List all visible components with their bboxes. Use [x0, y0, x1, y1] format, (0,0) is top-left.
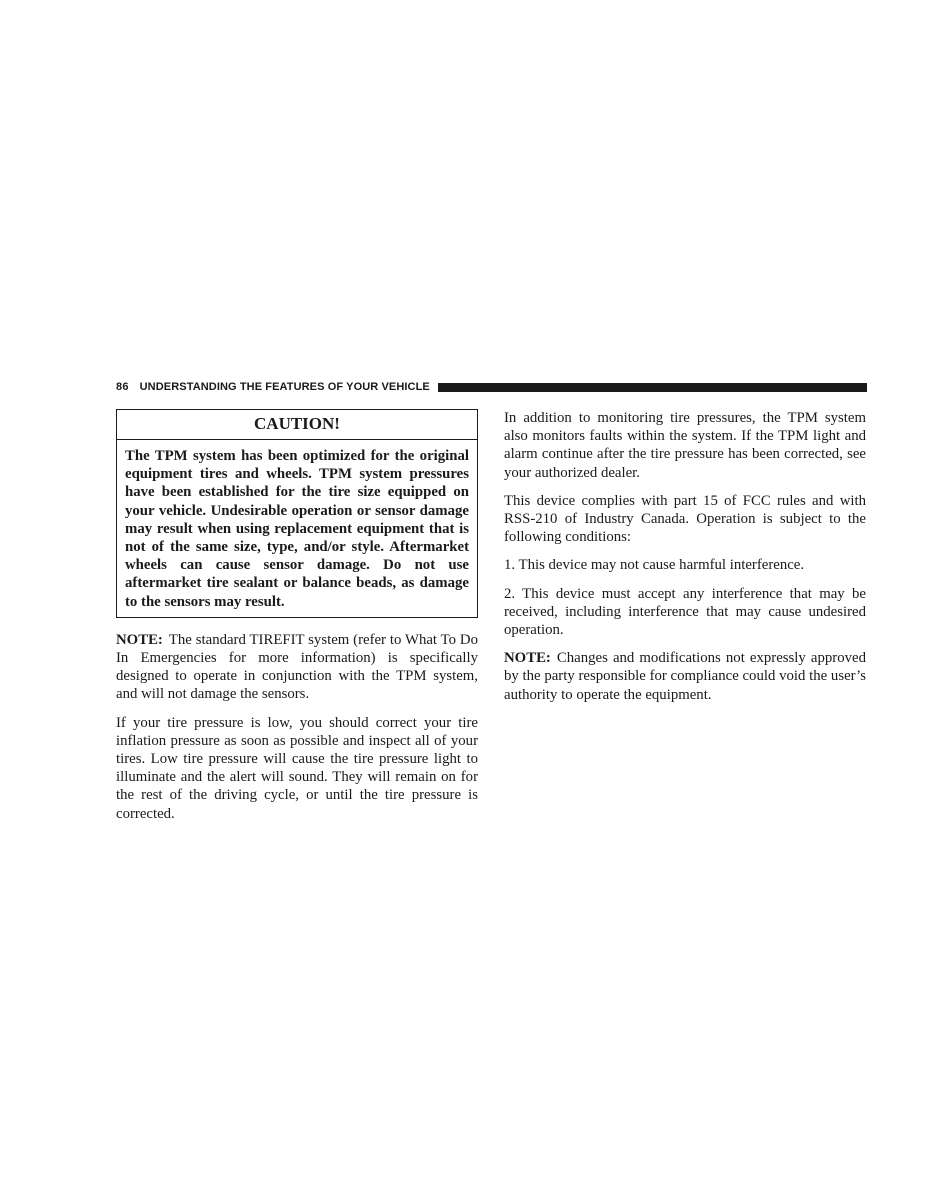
section-title: UNDERSTANDING THE FEATURES OF YOUR VEHICLE — [139, 381, 430, 393]
header-rule — [438, 383, 867, 392]
note-modifications — [504, 649, 866, 704]
right-column — [504, 409, 866, 714]
note-label: NOTE: — [116, 631, 163, 648]
note-tirefit — [116, 631, 478, 704]
page-number: 86 — [116, 381, 129, 393]
paragraph-low-pressure: If your tire pressure is low, you should correct your tire inflation pressure as soon as possible and inspect all of your tires. Low tire pressure will cause the tire pressure light to illuminate and the alert will sound. They will remain on for the rest of the driving cycle, or until the tire pressure is corrected. — [116, 714, 478, 822]
condition-1: 1. This device may not cause harmful interference. — [504, 557, 805, 574]
left-column — [116, 409, 478, 833]
note-text: Changes and modifications not expressly approved by the party responsible for compliance could void the user’s authority to operate the equipment. — [504, 650, 866, 703]
page-header — [116, 380, 867, 394]
caution-body: The TPM system has been optimized for the original equipment tires and wheels. TPM system pressures have been established for the tire size equipped on your vehicle. Undesirable operation or sensor damage may result when using replacement equipment that is not of the same size, type, and/or style. Aftermarket wheels can cause sensor damage. Do not use aftermarket tire sealant or balance beads, as damage to the sensors may result. — [125, 448, 469, 610]
paragraph-fcc: This device complies with part 15 of FCC rules and with RSS-210 of Industry Canada. Operation is subject to the following conditions: — [504, 492, 866, 546]
caution-box — [116, 409, 478, 618]
condition-2: 2. This device must accept any interference that may be received, including interference that may cause undesired operation. — [504, 585, 866, 639]
note-label: NOTE: — [504, 650, 551, 667]
paragraph-monitoring: In addition to monitoring tire pressures, the TPM system also monitors faults within the system. If the TPM light and alarm continue after the tire pressure has been corrected, see your authorized dealer. — [504, 410, 866, 481]
caution-title: CAUTION! — [117, 410, 477, 440]
note-text: The standard TIREFIT system (refer to What To Do In Emergencies for more information) is specifically designed to operate in conjunction with the TPM system, and will not damage the sensors. — [116, 631, 478, 703]
